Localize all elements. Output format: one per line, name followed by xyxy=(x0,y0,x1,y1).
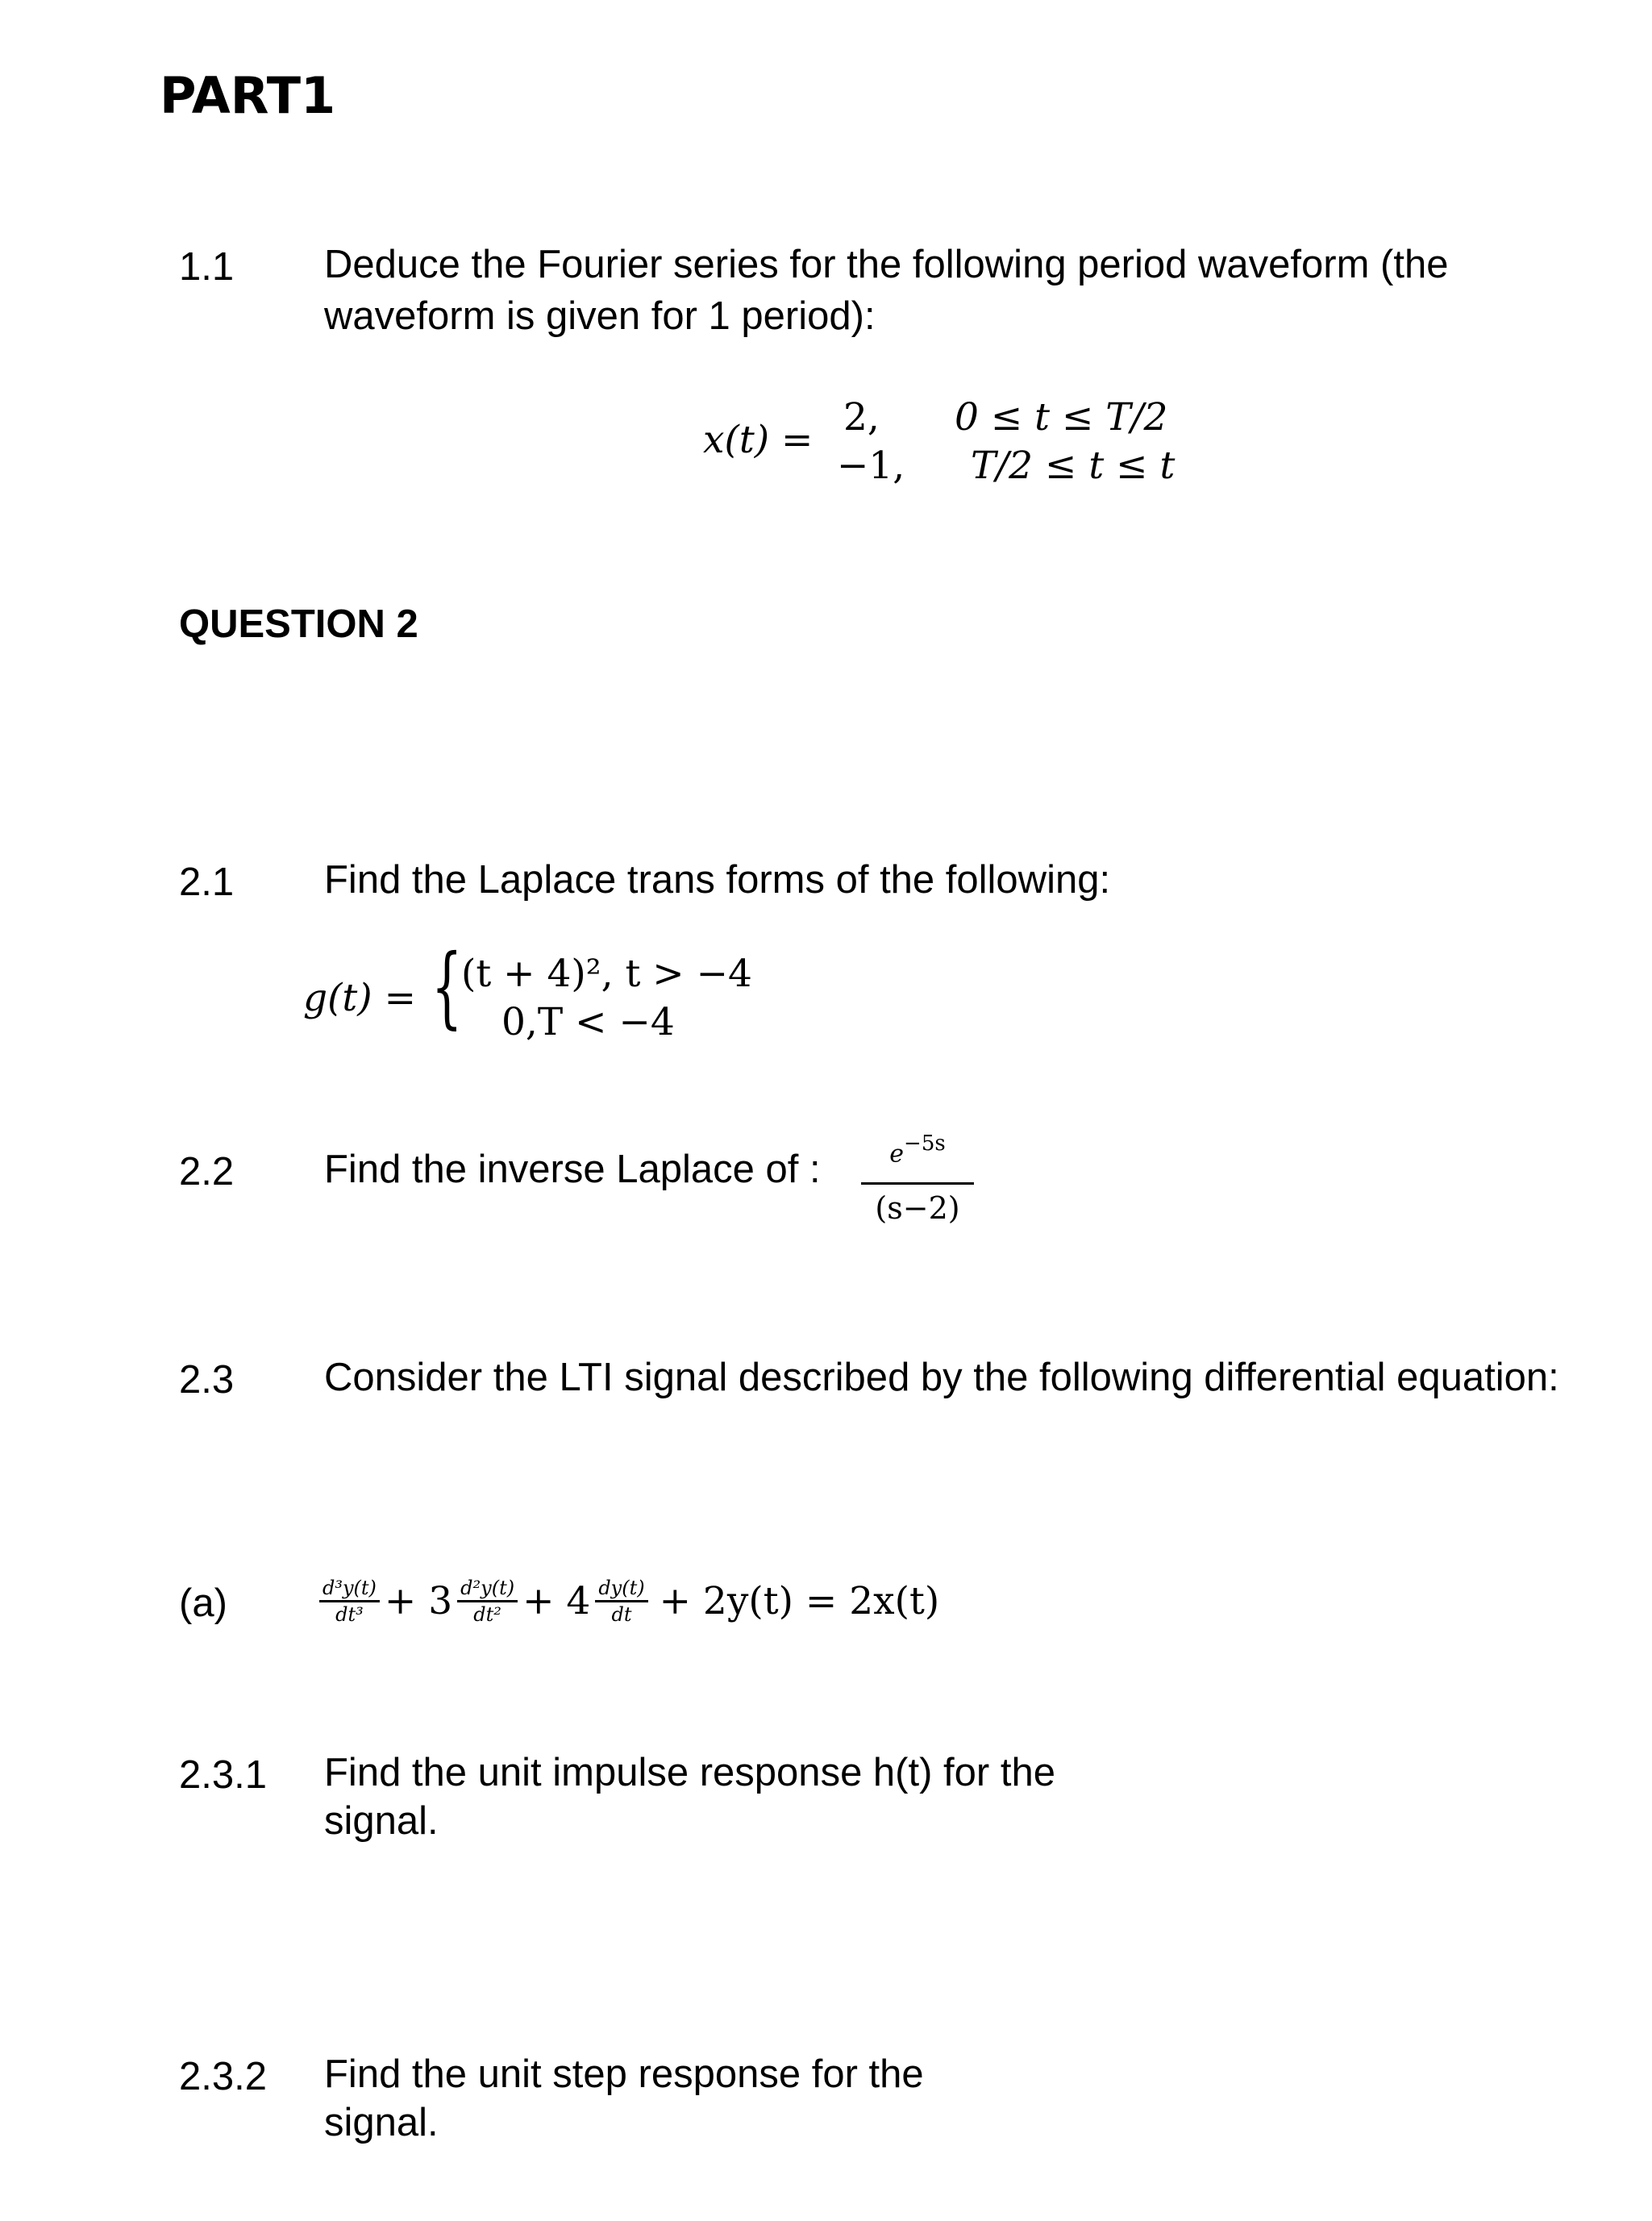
question-1-1-text-line1: Deduce the Fourier series for the following period waveform (the xyxy=(324,243,1449,286)
term2-fraction xyxy=(457,1576,518,1627)
term3-numerator: dy(t) xyxy=(595,1576,647,1602)
fraction-numerator-exponent: −5s xyxy=(904,1131,946,1156)
x-case1-value: 2, xyxy=(843,395,880,440)
question-2-2-text: Find the inverse Laplace of : xyxy=(324,1148,821,1191)
term2-denominator: dt² xyxy=(473,1602,501,1626)
question-2-1-text: Find the Laplace trans forms of the following: xyxy=(324,858,1111,902)
question-number-2-3-2: 2.3.2 xyxy=(179,2055,267,2098)
term1-numerator: d³y(t) xyxy=(319,1576,380,1602)
question-number-2-3-1: 2.3.1 xyxy=(179,1753,267,1797)
x-case2-value: −1, xyxy=(837,444,905,488)
question-2-3-text: Consider the LTI signal described by the following differential equation: xyxy=(324,1356,1559,1399)
question-2-3-2-text-line2: signal. xyxy=(324,2101,439,2144)
operator-plus-4: + 4 xyxy=(522,1578,591,1623)
term3-fraction xyxy=(595,1576,647,1627)
left-brace: { xyxy=(431,935,463,1038)
question-2-3-1-text-line2: signal. xyxy=(324,1799,439,1843)
term3-denominator: dt xyxy=(611,1602,632,1626)
differential-equation xyxy=(319,1565,939,1637)
question-2-3-1-text-line1: Find the unit impulse response h(t) for the xyxy=(324,1751,1055,1794)
x-case1-range: 0 ≤ t ≤ T/2 xyxy=(955,395,1168,440)
term2-numerator: d²y(t) xyxy=(457,1576,518,1602)
question-number-2-1: 2.1 xyxy=(179,860,235,904)
fraction-denominator: (s−2) xyxy=(875,1190,960,1227)
x-case2-range: T/2 ≤ t ≤ t xyxy=(971,444,1176,488)
question-number-2-2: 2.2 xyxy=(179,1150,235,1194)
g-equation-lhs: g(t) = xyxy=(303,976,416,1020)
question-number-2-3: 2.3 xyxy=(179,1358,235,1402)
x-equation-lhs: x(t) = xyxy=(703,418,814,462)
operator-plus-3: + 3 xyxy=(384,1578,453,1623)
question-1-1-text-line2: waveform is given for 1 period): xyxy=(324,294,876,338)
g-case1: (t + 4)², t > −4 xyxy=(461,952,752,996)
question-2-title: QUESTION 2 xyxy=(179,602,418,646)
inverse-laplace-fraction xyxy=(861,1129,974,1231)
part-a-label: (a) xyxy=(179,1581,227,1625)
fraction-numerator-base: e xyxy=(889,1140,905,1169)
part-title: PART1 xyxy=(160,66,336,125)
term1-fraction xyxy=(319,1576,380,1627)
equation-rest: + 2y(t) = 2x(t) xyxy=(659,1578,940,1623)
question-number-1-1: 1.1 xyxy=(179,245,235,289)
question-2-3-2-text-line1: Find the unit step response for the xyxy=(324,2052,924,2096)
g-case2: 0,T < −4 xyxy=(501,1000,675,1044)
term1-denominator: dt³ xyxy=(335,1602,364,1626)
